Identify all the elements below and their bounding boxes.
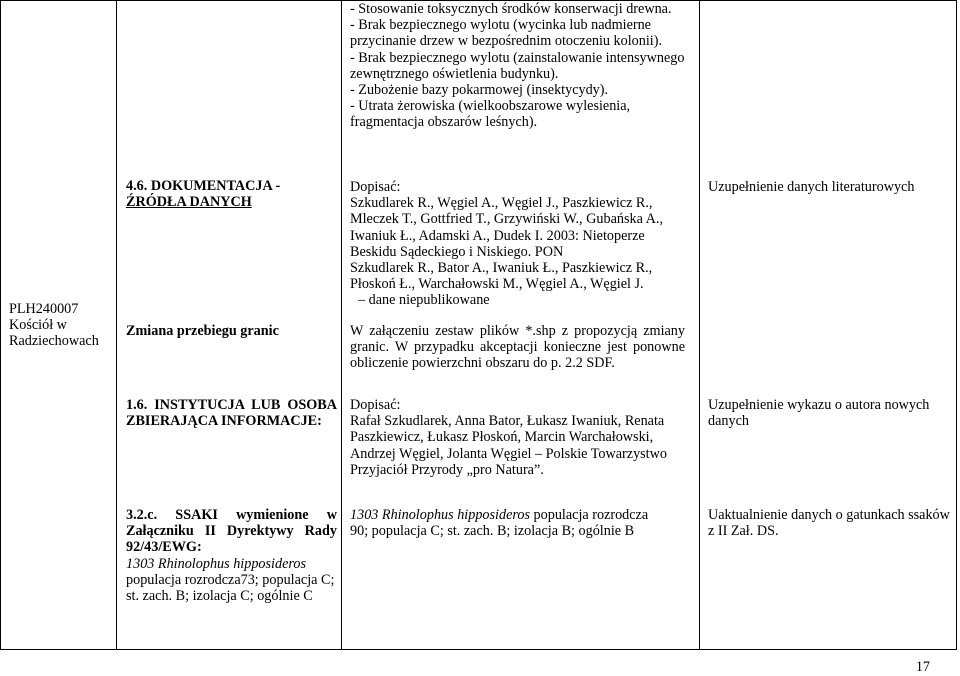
section-mammals-species: 1303 Rhinolophus hipposideros [126, 555, 306, 572]
threat-item: - Brak bezpiecznego wylotu (zainstalowanie intensywnego zewnętrznego oświetlenia budynku). [350, 49, 685, 82]
site-cell [1, 1, 117, 650]
mammals-update-species: 1303 Rhinolophus hipposideros [350, 507, 530, 523]
institution-label: Dopisać: [350, 397, 401, 413]
documentation-text-2-tail: – dane niepublikowane [358, 292, 490, 309]
threats-list [342, 1, 699, 131]
mammals-update-text-a: populacja rozrodcza [529, 507, 649, 523]
mammals-update-text-b: 90; populacja C; st. zach. B; izolacja B; ogólnie B [350, 523, 635, 540]
threat-item: - Stosowanie toksycznych środków konserwacji drewna. [350, 1, 672, 17]
mammals-update-block [342, 507, 699, 539]
institution-block [342, 397, 699, 478]
documentation-text-1: Szkudlarek R., Węgiel A., Węgiel J., Paszkiewicz R., Mleczek T., Gottfried T., Grzywiński W., Gubańska A., Iwaniuk Ł., Adamski A., Dudek I. 2003: Nietoperze Beskidu Sądeckiego i Niskiego. PON [350, 195, 663, 260]
note-literature: Uzupełnienie danych literaturowych [708, 179, 915, 195]
section-mammals [117, 507, 341, 604]
section-titles-cell [117, 1, 342, 650]
site-code: PLH240007 [9, 300, 79, 317]
threat-item: - Zubożenie bazy pokarmowej (insektycydy). [350, 82, 609, 99]
section-institution-title: 1.6. INSTYTUCJA LUB OSOBA ZBIERAJĄCA INFORMACJE: [126, 397, 337, 430]
section-documentation-title: 4.6. DOKUMENTACJA - ŹRÓDŁA DANYCH [126, 178, 281, 211]
note-author: Uzupełnienie wykazu o autora nowych danych [708, 397, 930, 430]
documentation-label: Dopisać: [350, 179, 401, 195]
threat-item: - Brak bezpiecznego wylotu (wycinka lub nadmierne przycinanie drzew w bezpośrednim otoczeniu kolonii). [350, 17, 663, 50]
content-cell [342, 1, 700, 650]
institution-text: Rafał Szkudlarek, Anna Bator, Łukasz Iwaniuk, Renata Paszkiewicz, Łukasz Płoskoń, Marcin Warchałowski, Andrzej Węgiel, Jolanta Węgiel – Polskie Towarzystwo Przyjaciół Przyrody „pro Natura”. [350, 413, 667, 478]
documentation-block [342, 179, 699, 309]
site-name-line1: Kościół w [9, 316, 67, 333]
threat-item: - Utrata żerowiska (wielkoobszarowe wylesienia, fragmentacja obszarów leśnych). [350, 98, 631, 131]
border-change-text: W załączeniu zestaw plików *.shp z propozycją zmiany granic. W przypadku akceptacji konieczne jest ponowne obliczenie powierzchni obszaru do p. 2.2 SDF. [350, 323, 685, 372]
page-number: 17 [915, 659, 930, 675]
site-name-line2: Radziechowach [9, 333, 99, 350]
section-border-change-title: Zmiana przebiegu granic [126, 323, 279, 339]
notes-cell [700, 1, 957, 650]
documentation-text-2: Szkudlarek R., Bator A., Iwaniuk Ł., Paszkiewicz R., Płoskoń Ł., Warchałowski M., Węgiel A., Węgiel J. [350, 260, 653, 293]
note-mammals: Uaktualnienie danych o gatunkach ssaków z II Zał. DS. [708, 507, 950, 540]
section-mammals-title: 3.2.c. SSAKI wymienione w Załączniku II Dyrektywy Rady 92/43/EWG: [126, 507, 337, 556]
section-mammals-population: populacja rozrodcza73; populacja C; st. zach. B; izolacja C; ogólnie C [126, 571, 335, 605]
